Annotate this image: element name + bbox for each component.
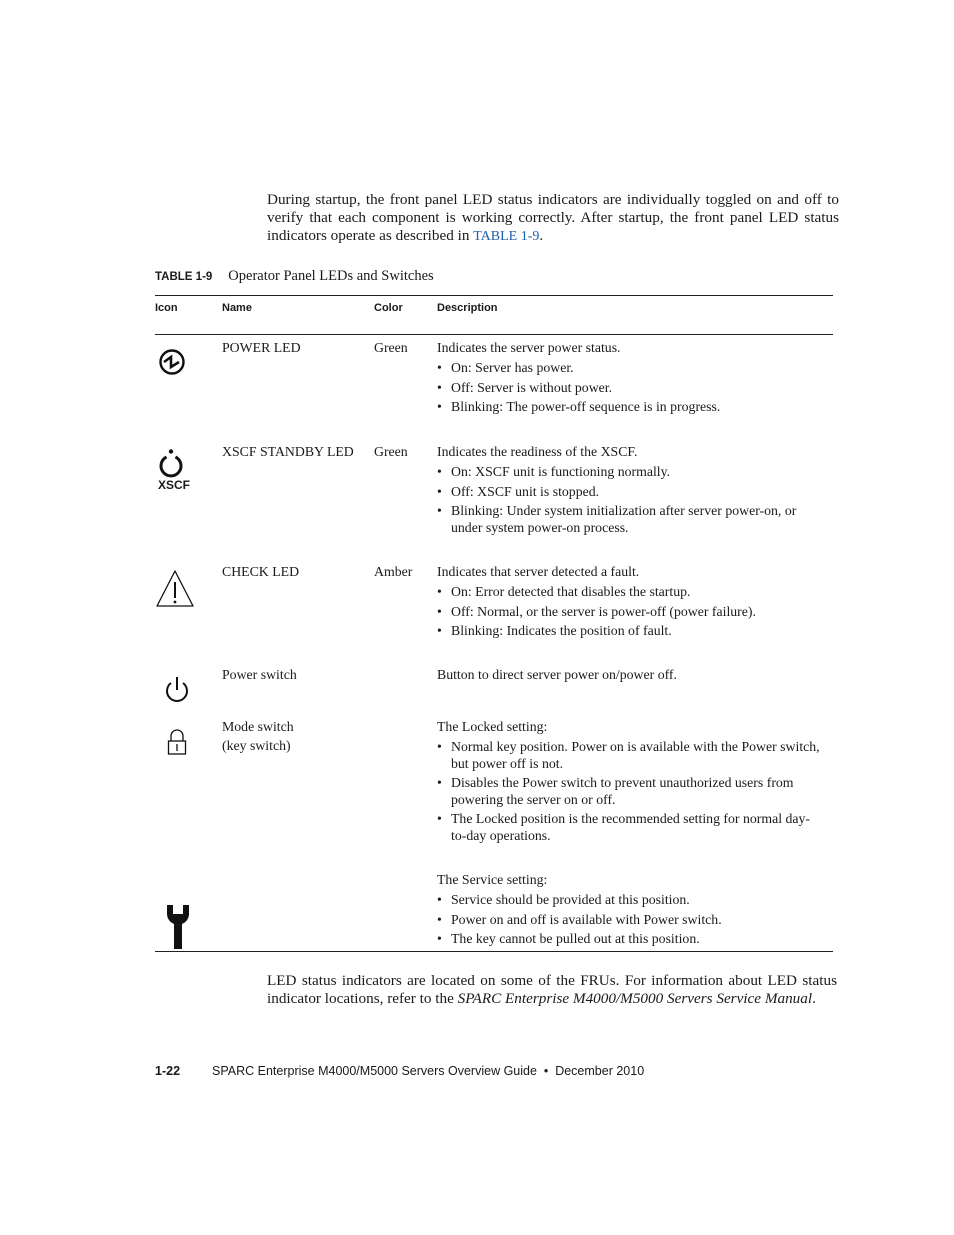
intro-end: . bbox=[539, 227, 544, 245]
bullet-item: • Normal key position. Power on is available with the Power switch, but power off is not. bbox=[437, 739, 822, 772]
row-color: Green bbox=[374, 444, 408, 459]
row-color: Green bbox=[374, 340, 408, 355]
bullet-item: • On: XSCF unit is functioning normally. bbox=[437, 464, 822, 481]
xscf-icon-label: XSCF bbox=[158, 478, 191, 492]
row-description bbox=[437, 665, 822, 684]
bullet-item: • Off: XSCF unit is stopped. bbox=[437, 484, 822, 501]
bullet-item: • Off: Server is without power. bbox=[437, 380, 822, 397]
intro-paragraph bbox=[267, 191, 839, 247]
header-bottom-rule bbox=[155, 334, 833, 335]
table-top-rule bbox=[155, 295, 833, 296]
bullet-item: • The key cannot be pulled out at this position. bbox=[437, 931, 822, 948]
bullet-item: • Blinking: The power-off sequence is in progress. bbox=[437, 399, 822, 416]
description-lead: Indicates the server power status. bbox=[437, 340, 621, 355]
table-caption bbox=[155, 268, 434, 285]
row-description bbox=[437, 562, 822, 640]
bullet-item: • Service should be provided at this position. bbox=[437, 892, 822, 909]
row-name: Power switch bbox=[222, 667, 297, 682]
row-name: POWER LED bbox=[222, 340, 301, 355]
bullet-item: • On: Error detected that disables the startup. bbox=[437, 584, 822, 601]
wrench-icon bbox=[164, 903, 192, 951]
mode-switch-subname: (key switch) bbox=[222, 738, 291, 753]
header-icon: Icon bbox=[155, 302, 178, 314]
row-description bbox=[437, 338, 822, 416]
table-bottom-rule bbox=[155, 951, 833, 952]
outro-paragraph bbox=[267, 972, 837, 1008]
manual-title: SPARC Enterprise M4000/M5000 Servers Service Manual bbox=[457, 990, 813, 1008]
power-led-icon bbox=[158, 348, 186, 376]
header-name: Name bbox=[222, 302, 252, 314]
description-lead: The Service setting: bbox=[437, 872, 548, 887]
bullet-item: • Blinking: Indicates the position of fault. bbox=[437, 623, 822, 640]
header-description: Description bbox=[437, 302, 498, 314]
description-lead: The Locked setting: bbox=[437, 719, 548, 734]
outro-end: . bbox=[812, 990, 816, 1008]
row-name: CHECK LED bbox=[222, 564, 300, 579]
row-description bbox=[437, 717, 822, 844]
description-lead: Indicates that server detected a fault. bbox=[437, 564, 640, 579]
bullet-item: • On: Server has power. bbox=[437, 360, 822, 377]
bullet-item: • Blinking: Under system initialization after server power-on, or under system power-on process. bbox=[437, 503, 822, 536]
page-number: 1-22 bbox=[155, 1064, 181, 1078]
header-color: Color bbox=[374, 302, 403, 314]
bullet-item: • The Locked position is the recommended setting for normal day-to-day operations. bbox=[437, 811, 822, 844]
mode-switch-name: Mode switch bbox=[222, 719, 294, 734]
description-lead: Indicates the readiness of the XSCF. bbox=[437, 444, 638, 459]
footer-text: SPARC Enterprise M4000/M5000 Servers Overview Guide • December 2010 bbox=[212, 1064, 645, 1078]
xscf-standby-icon bbox=[156, 447, 188, 479]
table-title: Operator Panel LEDs and Switches bbox=[228, 268, 434, 284]
intro-text: During startup, the front panel LED status indicators are individually toggled on and off to verify that each component is working correctly. After startup, the front panel LED status indicators operate as described in bbox=[267, 191, 839, 245]
page-footer bbox=[155, 1064, 644, 1078]
description-lead: Button to direct server power on/power off. bbox=[437, 667, 677, 682]
row-description bbox=[437, 442, 822, 536]
warning-triangle-icon bbox=[155, 569, 195, 609]
power-switch-icon bbox=[163, 675, 191, 705]
lock-icon bbox=[167, 729, 187, 757]
row-name bbox=[222, 717, 294, 755]
row-description bbox=[437, 870, 822, 948]
table-reference-link[interactable]: TABLE 1-9 bbox=[473, 229, 540, 245]
row-name: XSCF STANDBY LED bbox=[222, 444, 354, 459]
table-number: TABLE 1-9 bbox=[155, 271, 213, 283]
outro-text: LED status indicators are located on some of the FRUs. For information about LED status indicator locations, refer to the bbox=[267, 972, 837, 1008]
row-color: Amber bbox=[374, 564, 413, 579]
bullet-item: • Off: Normal, or the server is power-off (power failure). bbox=[437, 604, 822, 621]
bullet-item: • Power on and off is available with Power switch. bbox=[437, 912, 822, 929]
bullet-item: • Disables the Power switch to prevent unauthorized users from powering the server on or off. bbox=[437, 775, 822, 808]
